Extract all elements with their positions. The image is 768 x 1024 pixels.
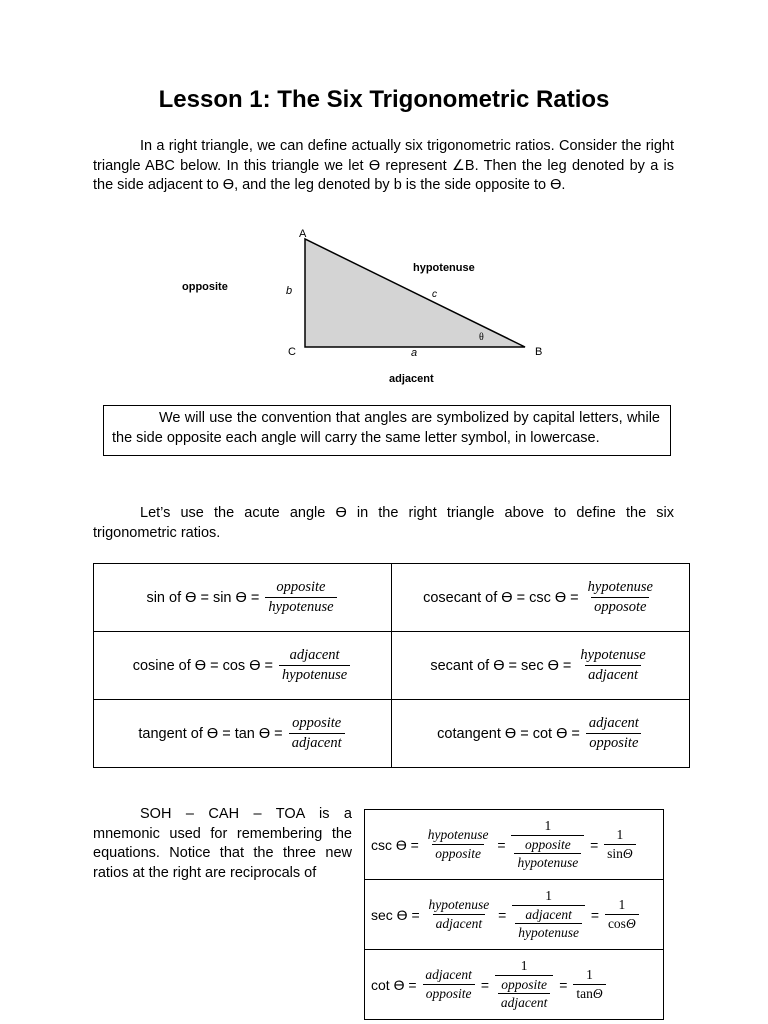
vertex-b-label: B	[535, 346, 543, 358]
compound-fraction	[512, 888, 585, 941]
triangle-diagram	[160, 222, 580, 392]
ratio-cell-csc	[392, 564, 690, 632]
inner-denominator: hypotenuse	[514, 853, 581, 871]
angle-theta-label: θ	[479, 332, 484, 343]
compound-fraction	[495, 958, 554, 1011]
ratio-label: cosine of ϴ = cos ϴ =	[132, 657, 273, 674]
reciprocal-fraction	[422, 967, 475, 1002]
ratio-fraction	[265, 579, 336, 616]
fraction-denominator	[495, 975, 554, 1011]
equals-sign: =	[590, 906, 600, 923]
fraction-numerator: adjacent	[425, 967, 472, 982]
theta-symbol: Θ	[622, 846, 633, 861]
fraction-denominator	[604, 844, 636, 862]
fraction-denominator: hypotenuse	[265, 597, 336, 616]
ratio-cell-tan	[94, 700, 392, 768]
fraction-numerator: 1	[586, 967, 593, 982]
reciprocal-fraction	[426, 897, 493, 932]
fraction-numerator: 1	[545, 888, 552, 903]
table-row	[94, 632, 690, 700]
ratio-fraction	[289, 715, 345, 752]
fraction-numerator: adjacent	[289, 647, 340, 663]
fraction-numerator: 1	[616, 827, 624, 842]
equals-sign: =	[590, 836, 599, 853]
fraction-denominator	[605, 914, 639, 932]
ratios-table	[93, 563, 690, 768]
reciprocal-cell-cot	[365, 950, 664, 1020]
fraction-denominator: opposite	[432, 844, 484, 862]
fraction-numerator: opposite	[292, 715, 342, 731]
ratio-fraction	[279, 647, 350, 684]
ratio-label: cosecant of ϴ = csc ϴ =	[423, 589, 579, 606]
reciprocal-cell-sec	[365, 880, 664, 950]
inner-denominator: hypotenuse	[515, 923, 582, 941]
fraction-numerator: hypotenuse	[587, 579, 653, 595]
inner-numerator: opposite	[524, 837, 571, 852]
fraction-denominator: adjacent	[289, 733, 345, 752]
fraction-denominator: opposite	[423, 984, 475, 1002]
convention-note: We will use the convention that angles are symbolized by capital letters, while the side opposite each angle will carry the same letter symbol, in lowercase.	[112, 410, 660, 446]
lead-paragraph: Let’s use the acute angle ϴ in the right triangle above to define the six trigonometric ratios.	[93, 505, 674, 541]
fraction-numerator: 1	[520, 958, 528, 973]
ratio-label: tangent of ϴ = tan ϴ =	[138, 725, 283, 742]
side-a-label: a	[411, 347, 418, 359]
reciprocal-label: csc ϴ =	[371, 836, 419, 853]
right-triangle-figure	[160, 222, 580, 392]
fraction-denominator	[511, 835, 584, 871]
mnemonic-paragraph: SOH – CAH – TOA is a mnemonic used for remembering the equations. Notice that the three new ratios at the right are reciprocals of	[93, 806, 352, 881]
table-row	[94, 564, 690, 632]
adjacent-label: adjacent	[389, 373, 434, 385]
side-c-label: c	[432, 289, 437, 300]
compound-fraction	[511, 818, 584, 871]
final-fraction	[573, 967, 605, 1002]
ratio-cell-cos	[94, 632, 392, 700]
function-name: sin	[607, 846, 623, 861]
table-row	[365, 950, 664, 1020]
function-name: cos	[607, 916, 626, 931]
fraction-denominator: adjacent	[585, 665, 641, 684]
fraction-numerator: hypotenuse	[428, 897, 490, 912]
equals-sign: =	[498, 906, 507, 923]
fraction-numerator: 1	[618, 897, 626, 912]
vertex-a-label: A	[299, 228, 307, 240]
fraction-numerator: adjacent	[588, 715, 639, 731]
inner-denominator: adjacent	[498, 993, 551, 1011]
fraction-numerator: 1	[544, 818, 552, 833]
table-row	[94, 700, 690, 768]
convention-note-box	[103, 405, 671, 456]
equals-sign: =	[480, 976, 489, 993]
function-name: tan	[576, 986, 593, 1001]
fraction-numerator: hypotenuse	[427, 827, 489, 842]
final-fraction	[605, 897, 639, 932]
triangle-shape	[305, 239, 525, 347]
ratio-fraction	[577, 647, 648, 684]
ratio-fraction	[585, 579, 656, 616]
fraction-denominator: opposite	[586, 733, 641, 752]
fraction-denominator: adjacent	[433, 914, 486, 932]
equals-sign: =	[497, 836, 506, 853]
page-title: Lesson 1: The Six Trigonometric Ratios	[158, 86, 610, 113]
reciprocal-label: cot ϴ =	[371, 976, 417, 993]
reciprocals-table	[364, 809, 664, 1020]
hypotenuse-label: hypotenuse	[413, 262, 475, 274]
theta-symbol: Θ	[592, 986, 603, 1001]
ratio-fraction	[586, 715, 642, 752]
reciprocal-label: sec ϴ =	[371, 906, 420, 923]
theta-symbol: Θ	[625, 916, 636, 931]
equals-sign: =	[559, 976, 568, 993]
ratio-label: cotangent ϴ = cot ϴ =	[437, 725, 580, 742]
ratio-cell-sec	[392, 632, 690, 700]
ratio-cell-cot	[392, 700, 690, 768]
inner-numerator: adjacent	[525, 907, 572, 922]
final-fraction	[604, 827, 636, 862]
fraction-numerator: opposite	[276, 579, 326, 595]
intro-paragraph: In a right triangle, we can define actually six trigonometric ratios. Consider the right triangle ABC below. In this triangle we let ϴ represent ∠B. Then the leg denoted by a is the side adjacent to ϴ, and the leg denoted by b is the side opposite to ϴ.	[93, 138, 674, 193]
inner-numerator: opposite	[501, 977, 548, 992]
reciprocal-fraction	[425, 827, 492, 862]
side-b-label: b	[286, 285, 293, 297]
reciprocal-cell-csc	[365, 810, 664, 880]
vertex-c-label: C	[288, 346, 296, 358]
table-row	[365, 880, 664, 950]
ratio-label: sin of ϴ = sin ϴ =	[146, 589, 260, 606]
table-row	[365, 810, 664, 880]
opposite-label: opposite	[182, 281, 228, 293]
fraction-denominator: hypotenuse	[279, 665, 350, 684]
fraction-denominator: opposote	[591, 597, 649, 616]
fraction-denominator	[512, 905, 585, 941]
fraction-numerator: hypotenuse	[580, 647, 646, 663]
ratio-cell-sin	[94, 564, 392, 632]
fraction-denominator	[573, 984, 605, 1002]
ratio-label: secant of ϴ = sec ϴ =	[430, 657, 572, 674]
